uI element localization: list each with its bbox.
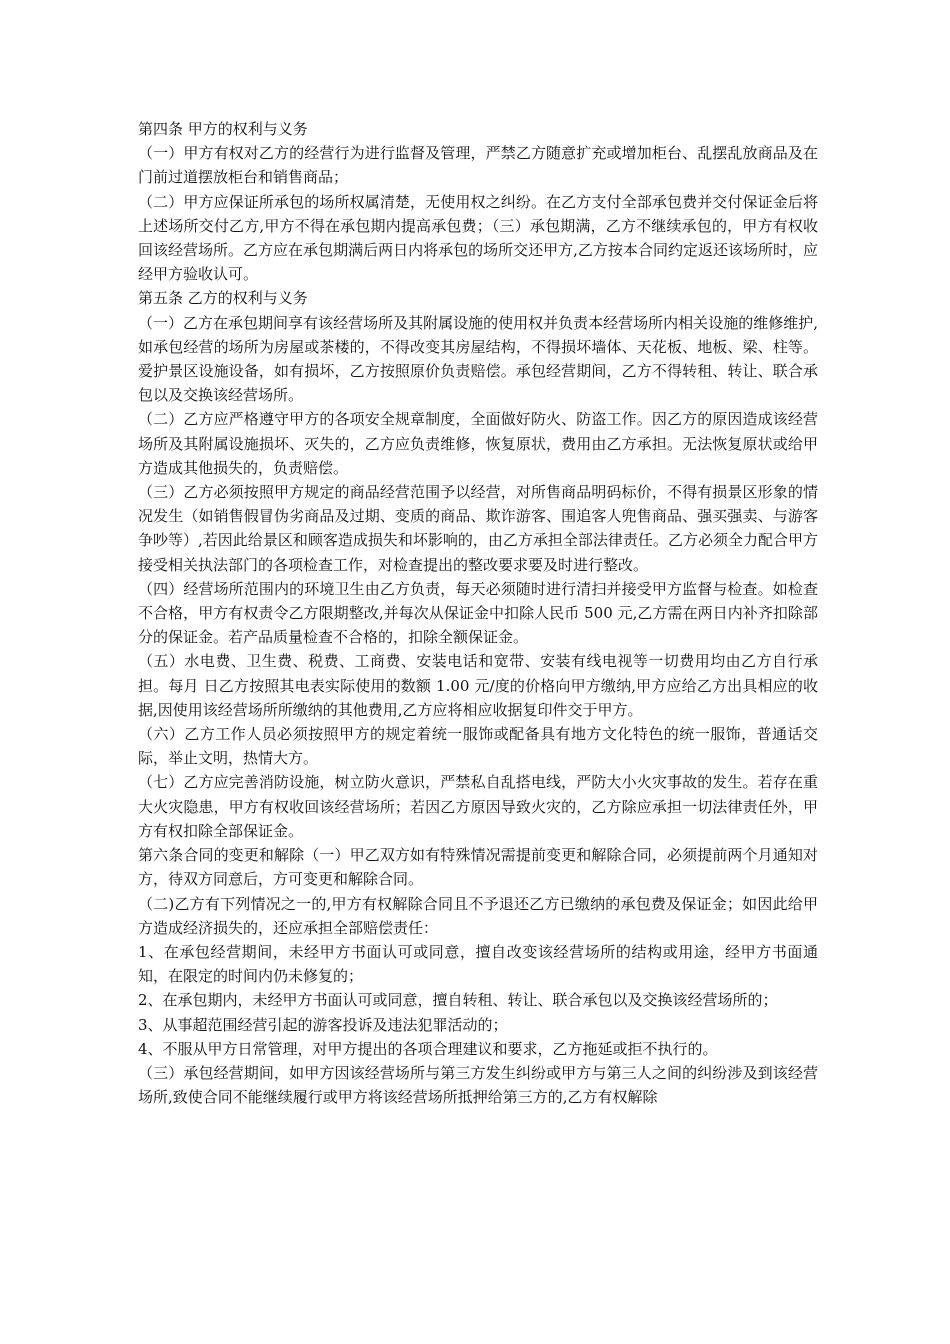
paragraph: （二）甲方应保证所承包的场所权属清楚，无使用权之纠纷。在乙方支付全部承包费并交付保证金后将上述场所交付乙方,甲方不得在承包期内提高承包费；（三）承包期满，乙方不继续承包的，甲方有权收回该经营场所。乙方应在承包期满后两日内将承包的场所交还甲方,乙方按本合同约定返还该场所时，应经甲方验收认可。 bbox=[138, 192, 818, 284]
paragraph: （二）乙方应严格遵守甲方的各项安全规章制度，全面做好防火、防盗工作。因乙方的原因造成该经营场所及其附属设施损坏、灭失的，乙方应负责维修，恢复原状，费用由乙方承担。无法恢复原状或给甲方造成其他损失的，负责赔偿。 bbox=[138, 410, 818, 477]
section-4-heading: 第四条 甲方的权利与义务 bbox=[138, 120, 308, 138]
paragraph: （五）水电费、卫生费、税费、工商费、安装电话和宽带、安装有线电视等一切费用均由乙方自行承担。每月 日乙方按照其电表实际使用的数额 1.00 元/度的价格向甲方缴纳,甲方应给乙方出具相应的收据,因使用该经营场所所缴纳的其他费用,乙方应将相应收据复印件交于甲方。 bbox=[138, 652, 818, 719]
paragraph: （一）乙方在承包期间享有该经营场所及其附属设施的使用权并负责本经营场所内相关设施的维修维护,如承包经营的场所为房屋或茶楼的，不得改变其房屋结构，不得损坏墙体、天花板、地板、梁、柱等。爱护景区设施设备，如有损坏，乙方按照原价负责赔偿。承包经营期间，乙方不得转租、转让、联合承包以及交换该经营场所。 bbox=[138, 313, 818, 405]
list-item: 4、不服从甲方日常管理，对甲方提出的各项合理建议和要求，乙方拖延或拒不执行的。 bbox=[138, 1039, 718, 1058]
paragraph: （四）经营场所范围内的环境卫生由乙方负责，每天必须随时进行清扫并接受甲方监督与检查。如检查不合格，甲方有权责令乙方限期整改,并每次从保证金中扣除人民币 500 元,乙方需在两日内补齐扣除部分的保证金。若产品质量检查不合格的，扣除全额保证金。 bbox=[138, 579, 818, 647]
list-item: 1、在承包经营期间，未经甲方书面认可或同意，擅自改变该经营场所的结构或用途，经甲方书面通知，在限定的时间内仍未修复的； bbox=[138, 942, 818, 986]
paragraph: （二)乙方有下列情况之一的,甲方有权解除合同且不予退还乙方已缴纳的承包费及保证金；如因此给甲方造成经济损失的，还应承担全部赔偿责任： bbox=[138, 894, 818, 937]
list-item: 3、从事超范围经营引起的游客投诉及违法犯罪活动的； bbox=[138, 1015, 508, 1034]
list-item: 2、在承包期内，未经甲方书面认可或同意，擅自转租、转让、联合承包以及交换该经营场所的； bbox=[138, 991, 778, 1010]
section-5-heading: 第五条 乙方的权利与义务 bbox=[138, 289, 308, 308]
paragraph: （三）承包经营期间，如甲方因该经营场所与第三方发生纠纷或甲方与第三人之间的纠纷涉及到该经营场所,致使合同不能继续履行或甲方将该经营场所抵押给第三方的,乙方有权解除 bbox=[138, 1063, 818, 1107]
paragraph: （六）乙方工作人员必须按照甲方的规定着统一服饰或配备具有地方文化特色的统一服饰，普通话交际，举止文明，热情大方。 bbox=[138, 725, 818, 768]
document-body bbox=[138, 117, 818, 1109]
paragraph: （三）乙方必须按照甲方规定的商品经营范围予以经营，对所售商品明码标价，不得有损景区形象的情况发生（如销售假冒伪劣商品及过期、变质的商品、欺诈游客、围追客人兜售商品、强买强卖、与游客争吵等）,若因此给景区和顾客造成损失和坏影响的，由乙方承担全部法律责任。乙方必须全力配合甲方接受相关执法部门的各项检查工作，对检查提出的整改要求要及时进行整改。 bbox=[138, 483, 818, 574]
section-6-paragraph: 第六条合同的变更和解除（一）甲乙双方如有特殊情况需提前变更和解除合同，必须提前两个月通知对方，待双方同意后，方可变更和解除合同。 bbox=[138, 846, 818, 889]
paragraph: （七）乙方应完善消防设施，树立防火意识，严禁私自乱搭电线，严防大小火灾事故的发生。若存在重大火灾隐患，甲方有权收回该经营场所；若因乙方原因导致火灾的，乙方除应承担一切法律责任外，甲方有权扣除全部保证金。 bbox=[138, 773, 818, 840]
paragraph: （一）甲方有权对乙方的经营行为进行监督及管理，严禁乙方随意扩充或增加柜台、乱摆乱放商品及在门前过道摆放柜台和销售商品； bbox=[138, 144, 818, 187]
